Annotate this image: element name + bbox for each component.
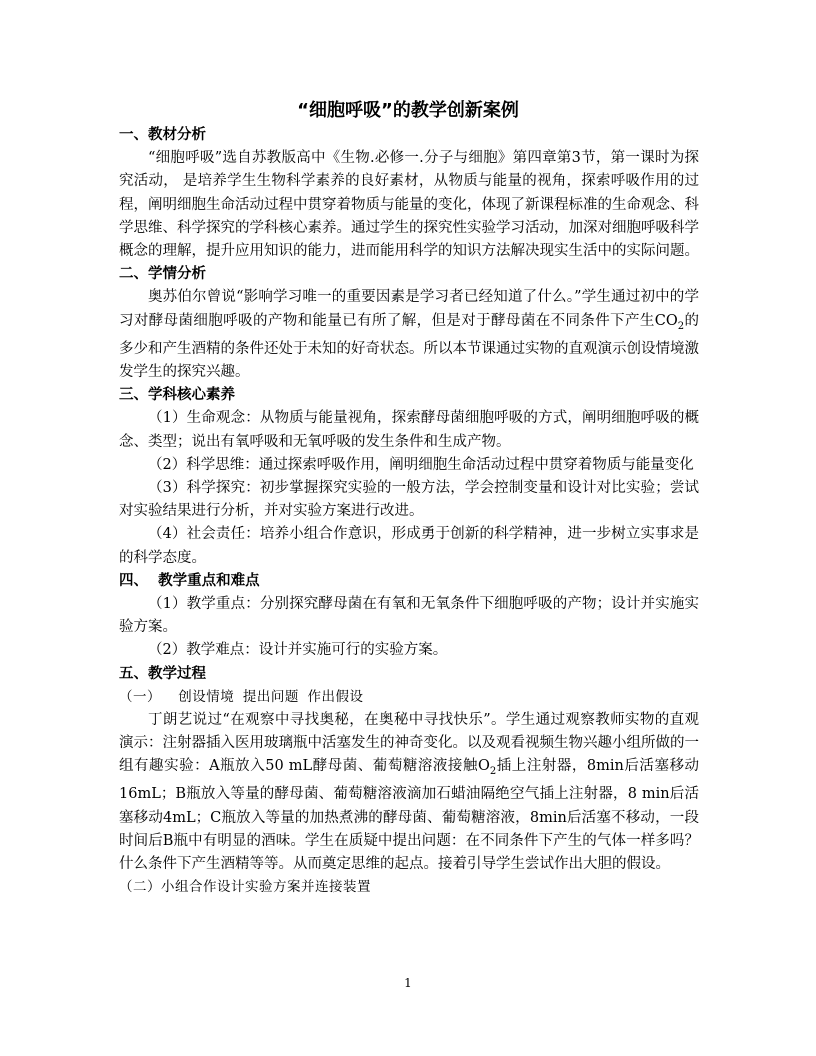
- subsection-heading-1: （一） 创设情境 提出问题 作出假设: [119, 688, 364, 705]
- document-title: “细胞呼吸”的教学创新案例: [297, 100, 519, 121]
- text-segment: 丁朗艺说过“在观察中寻找奥秘，在奥秘中寻找快乐”。学生通过观察教师实物的直观演示：注射器插入医用玻璃瓶中活塞发生的神奇变化。以及观看视频生物兴趣小组所做的一组有趣实验：A瓶放入50 mL酵母菌、葡萄糖溶液接触O: [119, 711, 699, 775]
- key-point-item-1: （1）教学重点：分别探究酵母菌在有氧和无氧条件下细胞呼吸的产物；设计并实施实验方案。: [119, 595, 699, 636]
- core-literacy-item-2: （2）科学思维：通过探索呼吸作用，阐明细胞生命活动过程中贯穿着物质与能量变化: [148, 456, 694, 473]
- section-heading-textbook-analysis: 一、教材分析: [119, 127, 206, 143]
- core-literacy-item-1: （1）生命观念：从物质与能量视角，探索酵母菌细胞呼吸的方式，阐明细胞呼吸的概念、类型；说出有氧呼吸和无氧呼吸的发生条件和生成产物。: [119, 410, 699, 450]
- paragraph-teaching-process: [119, 709, 699, 876]
- section-heading-key-points: 四、 教学重点和难点: [119, 572, 260, 589]
- document-body: [119, 124, 699, 899]
- core-literacy-item-4: （4）社会责任：培养小组合作意识，形成勇于创新的科学精神，进一步树立实事求是的科学态度。: [119, 526, 699, 566]
- paragraph-textbook-analysis: “细胞呼吸”选自苏教版高中《生物.必修一.分子与细胞》第四章第3节，第一课时为探究活动， 是培养学生生物科学素养的良好素材，从物质与能量的视角，探索呼吸作用的过程，阐明细胞生命活动过程中贯穿着物质与能量的变化，体现了新课程标准的生命观念、科学思维、科学探究的学科核心素养。通过学生的探究性实验学习活动，加深对细胞呼吸科学概念的理解，提升应用知识的能力，进而能用科学的知识方法解决现实生活中的实际问题。: [119, 150, 699, 260]
- text-segment: 插上注射器，8min后活塞移动16mL；B瓶放入等量的酵母菌、葡萄糖溶液滴加石蜡油隔绝空气插上注射器，8 min后活塞移动4mL；C瓶放入等量的加热煮沸的酵母菌、葡萄糖溶液，8min后活塞不移动，一段时间后B瓶中有明显的酒味。学生在质疑中提出问题：在不同条件下产生的气体一样多吗？什么条件下产生酒精等等。从而奠定思维的起点。接着引导学生尝试作出大胆的假设。: [119, 758, 700, 873]
- section-heading-core-literacy: 三、学科核心素养: [119, 387, 235, 404]
- subsection-heading-2: （二）小组合作设计实验方案并连接装置: [119, 879, 371, 896]
- subscript-2: 2: [677, 320, 685, 332]
- subscript-2: 2: [489, 766, 497, 778]
- key-point-item-2: （2）教学难点：设计并实施可行的实验方案。: [148, 642, 448, 659]
- page-number: 1: [404, 976, 412, 990]
- core-literacy-item-3: （3）科学探究：初步掌握探究实验的一般方法，学会控制变量和设计对比实验；尝试对实验结果进行分析，并对实验方案进行改进。: [119, 479, 699, 520]
- section-heading-teaching-process: 五、教学过程: [119, 665, 206, 682]
- text-segment: 奥苏伯尔曾说“影响学习唯一的重要因素是学习者已经知道了什么。”学生通过初中的学习对酵母菌细胞呼吸的产物和能量已有所了解，但是对于酵母菌在不同条件下产生CO: [119, 289, 699, 329]
- section-heading-student-analysis: 二、学情分析: [119, 266, 206, 283]
- paragraph-student-analysis: [119, 286, 699, 384]
- text-segment: 的多少和产生酒精的条件还处于未知的好奇状态。所以本节课通过实物的直观演示创设情境激发学生的探究兴趣。: [119, 312, 700, 380]
